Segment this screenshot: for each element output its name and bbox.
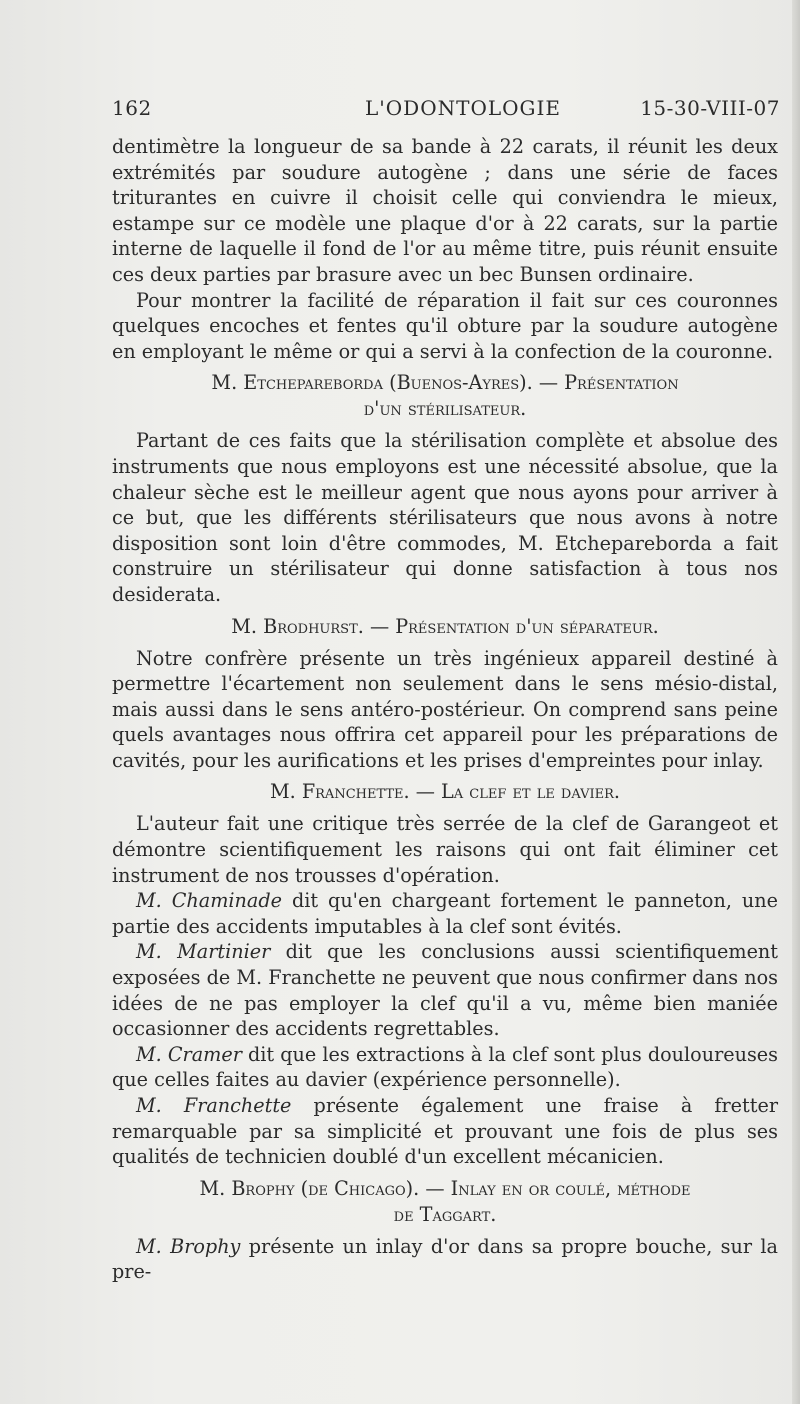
page-number: 162 [112, 96, 152, 120]
speaker-name: M. Brophy [136, 1234, 241, 1258]
paragraph: L'auteur fait une critique très serrée de la clef de Garangeot et démontre scientifiquement les raisons qui ont fait éliminer cet instrument de nos trousses d'opération. [112, 812, 778, 887]
section-heading: M. Franchette. — La clef et le davier. [269, 780, 620, 804]
paragraph: Pour montrer la facilité de réparation il fait sur ces couronnes quelques encoches et fentes qu'il obture par la soudure autogène en employant le même or qui a servi à la confection de la couronne. [112, 288, 778, 363]
body-text [112, 134, 778, 1285]
speaker-name: M. Cramer [136, 1042, 242, 1066]
paragraph: M. Martinier dit que les conclusions aussi scientifiquement exposées de M. Franchette ne peuvent que nous confirmer dans nos idées de ne pas employer la clef qu'il a vu, même bien maniée occasionner des accidents regrettables. [112, 940, 778, 1041]
speaker-name: M. Martinier [136, 940, 271, 964]
paragraph: M. Cramer dit que les extractions à la clef sont plus douloureuses que celles faites au davier (expérience personnelle). [112, 1042, 779, 1092]
speaker-name: M. Franchette [136, 1094, 292, 1117]
paragraph: M. Chaminade dit qu'en chargeant fortement le panneton, une partie des accidents imputables à la clef sont évités. [112, 889, 778, 938]
paragraph: M. Franchette présente également une fraise à fretter remarquable par sa simplicité et prouvant une fois de plus ses qualités de technicien doublé d'un excellent mécanicien. [112, 1094, 778, 1169]
paragraph: Notre confrère présente un très ingénieux appareil destiné à permettre l'écartement non seulement dans le sens mésio-distal, mais aussi dans le sens antéro-postérieur. On comprend sans peine quels avantages nous offrira cet appareil pour les préparations de cavités, pour les aurifications et les prises d'empreintes pour inlay. [112, 646, 778, 772]
issue-date: 15-30-VIII-07 [640, 96, 780, 120]
journal-title: L'ODONTOLOGIE [365, 96, 561, 120]
paragraph: Partant de ces faits que la stérilisation complète et absolue des instruments que nous employons est une nécessité absolue, que la chaleur sèche est le meilleur agent que nous ayons pour arriver à ce but, que les différents stérilisateurs que nous avons à notre disposition sont loin d'être commodes, M. Etchepareborda a fait construire un stérilisateur qui donne satisfaction à tous nos desiderata. [112, 429, 778, 606]
running-header [112, 96, 780, 128]
section-heading: M. Etchepareborda (Buenos-Ayres). — Présentation d'un stérilisateur. [211, 371, 679, 421]
paragraph: M. Brophy présente un inlay d'or dans sa propre bouche, sur la pre- [112, 1234, 778, 1284]
speaker-name: M. Chaminade [136, 889, 282, 913]
paragraph: dentimètre la longueur de sa bande à 22 carats, il réunit les deux extrémités par soudure autogène ; dans une série de faces triturantes en cuivre il choisit celle qui conviendra le mieux, estampe sur ce modèle une plaque d'or à 22 carats, sur la partie interne de laquelle il fond de l'or au même titre, puis réunit ensuite ces deux parties par brasure avec un bec Bunsen ordinaire. [112, 135, 778, 286]
section-heading: M. Brophy (de Chicago). — Inlay en or coulé, méthode de Taggart. [199, 1176, 691, 1226]
section-heading: M. Brodhurst. — Présentation d'un séparateur. [231, 614, 659, 638]
page-edge [792, 0, 800, 1404]
